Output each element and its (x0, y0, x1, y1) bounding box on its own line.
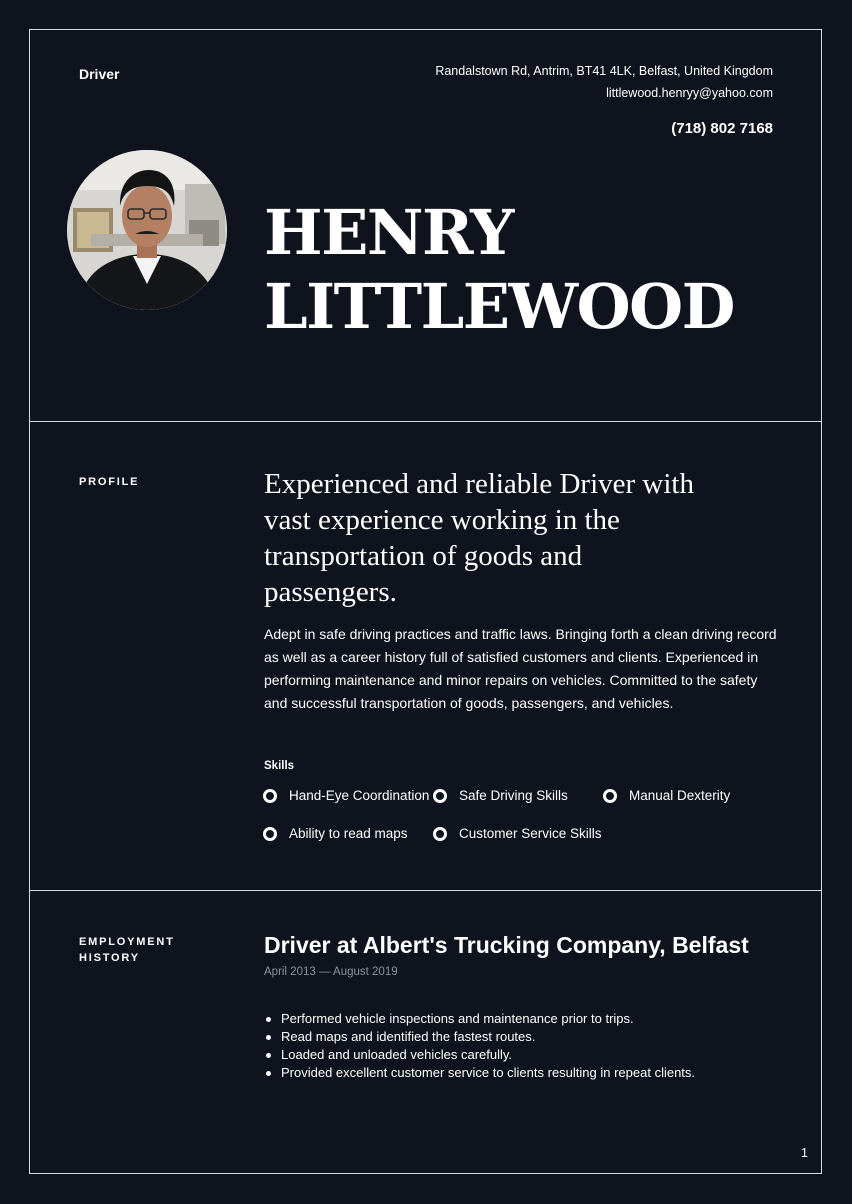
page-number: 1 (801, 1146, 808, 1160)
employment-label-line1: EMPLOYMENT (79, 936, 175, 948)
circle-bullet-icon (603, 789, 617, 803)
circle-bullet-icon (433, 789, 447, 803)
section-divider (29, 890, 822, 891)
skill-item (433, 788, 568, 803)
skill-item (433, 826, 602, 841)
skill-item (603, 788, 730, 803)
address-text: Randalstown Rd, Antrim, BT41 4LK, Belfast, United Kingdom (435, 64, 773, 78)
skill-label: Safe Driving Skills (459, 788, 568, 803)
job-duties-list (264, 1010, 695, 1082)
skill-label: Hand-Eye Coordination (289, 788, 430, 803)
list-item (264, 1046, 695, 1064)
skills-heading: Skills (264, 760, 295, 772)
name-first: HENRY (264, 196, 513, 269)
avatar (67, 150, 227, 310)
portrait-photo (67, 150, 227, 310)
list-item (264, 1064, 695, 1082)
circle-bullet-icon (263, 827, 277, 841)
list-item (264, 1028, 695, 1046)
profile-summary: Adept in safe driving practices and traffic laws. Bringing forth a clean driving record as well as a career history full of satisfied customers and clients. Experienced in performing maintenance and minor repairs on vehicles. Committed to the safety and successful transportation of goods, passengers, and vehicles. (264, 626, 777, 711)
bullet-icon (266, 1017, 271, 1022)
duty-text: Loaded and unloaded vehicles carefully. (281, 1047, 513, 1062)
name-last: LITTLEWOOD (264, 270, 734, 343)
skill-label: Customer Service Skills (459, 826, 602, 841)
skill-item (263, 788, 429, 803)
list-item (264, 1010, 695, 1028)
bullet-icon (266, 1071, 271, 1076)
circle-bullet-icon (433, 827, 447, 841)
job-title-label: Driver (79, 66, 120, 82)
profile-headline: Experienced and reliable Driver with vast experience working in the transportation of goods and passengers. (264, 468, 694, 608)
employment-section-label (79, 934, 175, 966)
job-heading: Driver at Albert's Trucking Company, Belfast (264, 932, 749, 958)
phone-text: (718) 802 7168 (671, 120, 773, 137)
duty-text: Read maps and identified the fastest routes. (281, 1029, 536, 1044)
skill-item (263, 826, 408, 841)
duty-text: Provided excellent customer service to clients resulting in repeat clients. (281, 1065, 696, 1080)
bullet-icon (266, 1035, 271, 1040)
employment-label-line2: HISTORY (79, 952, 140, 964)
circle-bullet-icon (263, 789, 277, 803)
profile-section-label: PROFILE (79, 476, 140, 488)
bullet-icon (266, 1053, 271, 1058)
skill-label: Manual Dexterity (629, 788, 731, 803)
candidate-name (264, 196, 734, 344)
skill-label: Ability to read maps (289, 826, 408, 841)
duty-text: Performed vehicle inspections and maintenance prior to trips. (281, 1011, 634, 1026)
job-dates: April 2013 — August 2019 (264, 966, 398, 978)
email-text: littlewood.henryy@yahoo.com (606, 86, 773, 100)
section-divider (29, 421, 822, 422)
